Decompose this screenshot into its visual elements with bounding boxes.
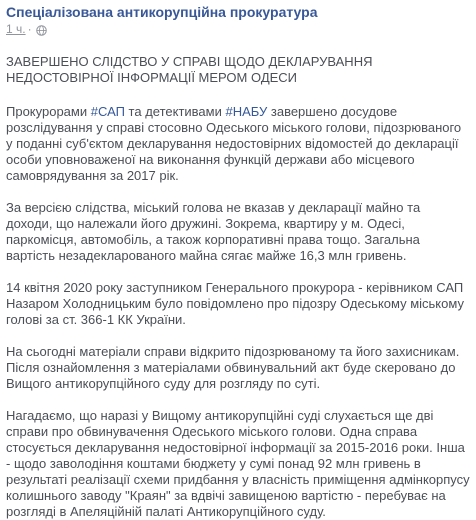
post-paragraph-3: 14 квітня 2020 року заступником Генерального прокурора - керівником САП Назаром Холодницьким було повідомлено про підозру Одеському міському голові за ст. 366-1 КК України. — [6, 280, 464, 327]
post-meta — [6, 21, 470, 38]
timestamp-link[interactable]: 1 ч. — [6, 22, 26, 36]
post-content — [6, 54, 470, 520]
post-paragraph-2: За версією слідства, міський голова не вказав у декларації майно та доходи, що належали його дружині. Зокрема, квартиру у м. Одесі, паркомісця, автомобіль, а також корпоративні права тощо. Загальна вартість незадекларованого майна сягає майже 16,3 млн гривень. — [6, 200, 421, 263]
page-name-link[interactable]: Спеціалізована антикорупційна прокуратура — [6, 4, 318, 20]
paragraph-text: завершено досудове розслідування у справі стосовно Одеського міського голови, підозрюваного у поданні суб'єктом декларування недостовірних відомостей до декларації особи уповноваженої на виконання функцій держави або місцевого самоврядування за 2017 рік. — [6, 104, 462, 183]
hashtag-link-nabu[interactable]: #НАБУ — [225, 104, 268, 119]
paragraph-text: та детективами — [124, 104, 226, 119]
post-title: ЗАВЕРШЕНО СЛІДСТВО У СПРАВІ ЩОДО ДЕКЛАРУВАННЯ НЕДОСТОВІРНОЇ ІНФОРМАЦІЇ МЕРОМ ОДЕСИ — [6, 54, 373, 85]
meta-separator: · — [27, 22, 32, 36]
post-paragraph-4: На сьогодні матеріали справи відкрито підозрюваному та його захисникам. Після ознайомлення з матеріалами обвинувальний акт буде скеровано до Вищого антикорупційного суду для розгляду по суті. — [6, 344, 460, 391]
paragraph-text: Прокурорами — [6, 104, 91, 119]
post-paragraph-1 — [6, 104, 470, 184]
hashtag-link-sap[interactable]: #САП — [90, 104, 125, 119]
globe-icon — [36, 24, 47, 35]
post-paragraph-5: Нагадаємо, що наразі у Вищому антикорупційні суді слухається ще дві справи про обвинувачення Одеського міського голови. Одна справа стосується декларування недостовірної інформації за 2015-2016 роки. Інша - щодо заволодіння коштами бюджету у сумі понад 92 млн гривень в результаті реалізації схеми придбання у власність приміщення адмінкорпусу колишнього заводу "Краян" за вдвічі завищеною вартістю - перебуває на розгляді в Апеляційній палаті Антикорупційного суду. — [6, 408, 470, 519]
